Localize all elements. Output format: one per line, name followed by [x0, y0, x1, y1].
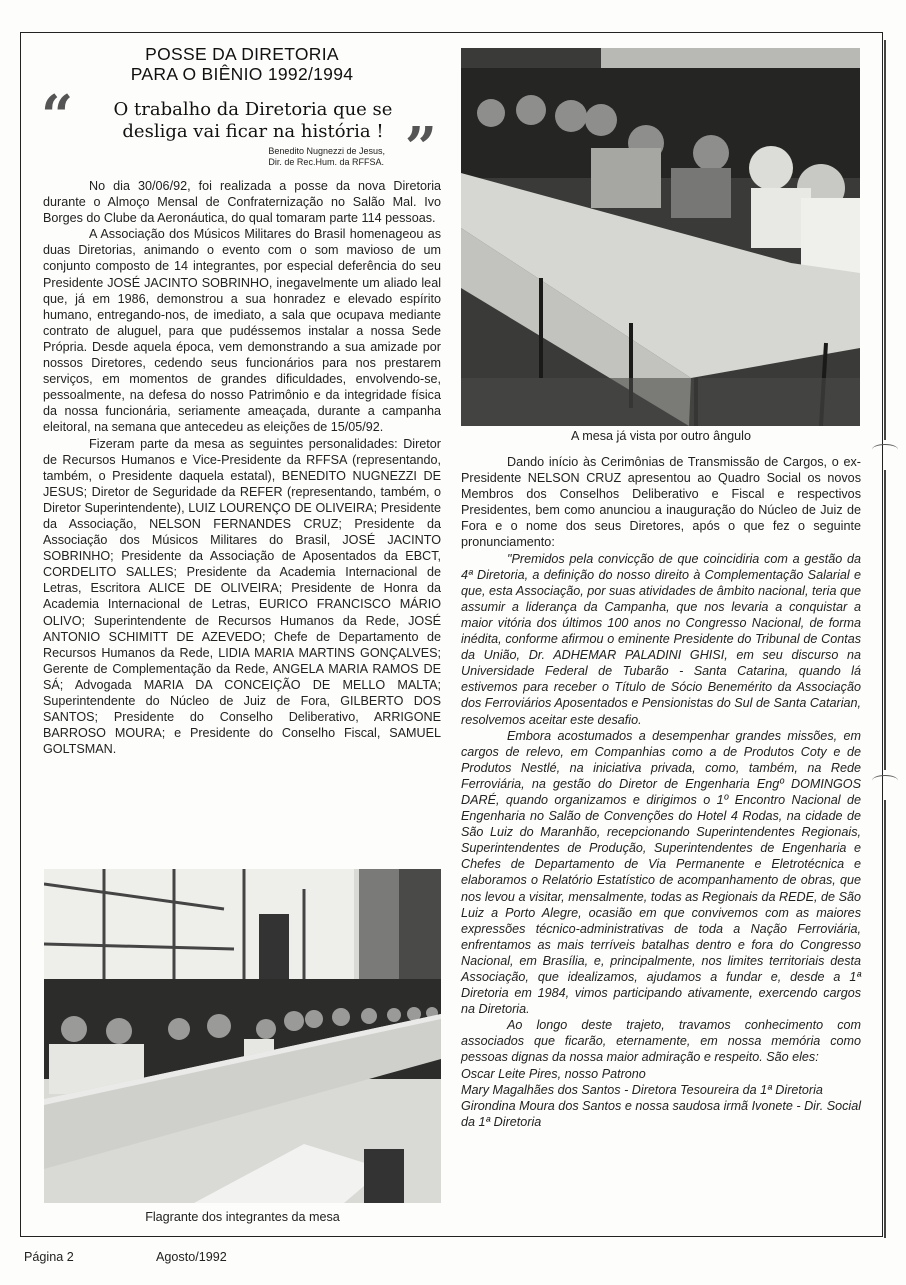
paragraph: Dando início às Cerimônias de Transmissão de Cargos, o ex-Presidente NELSON CRUZ apresentou ao Quadro Social os novos Membros dos Conselhos Deliberativo e Fiscal e respectivos Presidentes, bem como anunciou a inauguração do Núcleo de Juiz de Fora e o nome dos seus Diretores, após o que fez o seguinte pronunciamento: — [461, 455, 861, 550]
pull-quote — [41, 83, 441, 181]
right-column — [461, 48, 861, 1130]
photo-head-table-members — [44, 869, 441, 1203]
photo-caption-bottom-left: Flagrante dos integrantes da mesa — [145, 1210, 340, 1224]
headline — [43, 44, 441, 84]
headline-line-1: POSSE DA DIRETORIA — [145, 44, 339, 64]
close-quote-icon: ” — [404, 115, 437, 181]
photo-head-table-angle — [461, 48, 860, 426]
speech-paragraph: Ao longo deste trajeto, travamos conhecimento com associados que ficarão, eternamente, em nossa memória como pessoas dignas da nossa maior admiração e respeito. São eles: — [461, 1018, 861, 1065]
attribution-name: Benedito Nugnezzi de Jesus, — [268, 146, 385, 156]
margin-rule — [884, 800, 886, 1238]
honoree: Oscar Leite Pires, nosso Patrono — [461, 1066, 646, 1081]
margin-rule — [884, 40, 886, 440]
left-column — [43, 44, 441, 757]
paragraph: Fizeram parte da mesa as seguintes personalidades: Diretor de Recursos Humanos e Vice-Presidente da RFFSA (representando, também, o Presidente daquela estatal), BENEDITO NUGNEZZI DE JESUS; Diretor de Seguridade da REFER (representando, também, o Diretor Superintendente), LUIZ LOURENÇO DE OLIVEIRA; Presidente da Associação, NELSON FERNANDES CRUZ; Presidente da Associação dos Músicos Militares do Brasil, JOSÉ JACINTO SOBRINHO; Presidente da Associação de Aposentados da EBCT, CORDELITO SALLES; Presidente da Academia Internacional de Letras, Escritora ALICE DE OLIVEIRA; Presidente de Honra da Academia Internacional de Letras, EURICO FRANCISCO MÁRIO OLIVO; Superintendente de Recursos Humanos da Rede, JOSÉ ANTONIO SCHIMITT DE AZEVEDO; Chefe de Departamento de Recursos Humanos da Rede, LIDIA MARIA MARTINS GONÇALVES; Gerente de Complementação da Rede, ANGELA MARIA RAMOS DE SÁ; Advogada MARIA DA CONCEIÇÃO DE MELLO MALTA; Superintendente do Núcleo de Juiz de Fora, GILBERTO DOS SANTOS; Presidente do Conselho Deliberativo, ARRIGONE BARROSO MOURA; e Presidente do Conselho Fiscal, SAMUEL GOLTSMAN. — [43, 436, 441, 757]
speech-paragraph: Embora acostumados a desempenhar grandes missões, em cargos de relevo, em Companhias como a de Produtos Coty e de Produtos Nestlé, na iniciativa privada, como, também, na Rede Ferroviária, na gestão do Diretor de Engenharia Engº DOMINGOS DARÉ, quando organizamos e dirigimos o 1º Encontro Nacional de Engenharia no Salão de Convenções do Hotel 4 Rodas, na cidade de São Luiz do Maranhão, recepcionando Superintendentes Regionais, Superintendentes de Produção, Superintendentes de Engenharia e Chefes de Departamento de Via Permanente e Eletrotécnica e elaboramos o Relatório Estatístico de acompanhamento de obras, que nos levou a visitar, mensalmente, todas as Regionais da REDE, de São Luiz a Porto Alegre, ocasião em que convivemos com as maiores expressões técnico-administrativas de toda a Nação Ferroviária, enfrentamos as mais terríveis batalhas dentro e fora do Congresso Nacional, em Brasília, e, principalmente, nos limites territoriais desta Associação, que idealizamos, ajudamos a fundar e, desde a 1ª Diretoria em 1984, vimos participando ativamente, exercendo cargos na Diretoria. — [461, 728, 861, 1017]
page-number: Página 2 — [24, 1250, 74, 1264]
photo-caption-top-right: A mesa já vista por outro ângulo — [571, 429, 751, 443]
attribution-role: Dir. de Rec.Hum. da RFFSA. — [268, 157, 384, 167]
issue-date: Agosto/1992 — [156, 1250, 227, 1264]
speech — [461, 551, 861, 1130]
margin-rule — [884, 470, 886, 770]
paragraph: A Associação dos Músicos Militares do Brasil homenageou as duas Diretorias, animando o evento com o som mavioso de um conjunto composto de 14 integrantes, por especial deferência do seu Presidente JOSÉ JACINTO SOBRINHO, inegavelmente um aliado leal que, já em 1986, demonstrou a sua honradez e elevado espírito humano, entregando-nos, de imediato, a sala que ocupava mediante contrato de aluguel, para que pudéssemos instalar a nossa Sede Própria. Desde aquela época, vem demonstrando a sua amizade por nossos Diretores, cedendo seus funcionários para nos prestarem serviços, em momentos de grandes dificuldades, envolvendo-se, pessoalmente, na defesa do nosso Patrimônio e da integridade física da nossa funcionária, seriamente ameaçada, durante a campanha eleitoral, na semana que antecedeu as eleições de 15/05/92. — [43, 227, 441, 435]
open-quote-icon: “ — [41, 83, 74, 149]
speech-paragraph: "Premidos pela convicção de que coincidiria com a gestão da 4ª Diretoria, a definição do nosso direito à Complementação Salarial e que, esta Associação, por suas atividades de âmbito nacional, teria que assumir a liderança da Campanha, que nos levaria a conquistar a maior vitória dos últimos 100 anos no Congresso Nacional, de forma inédita, conforme afirmou o eminente Presidente do Tribunal de Contas da União, Dr. ADHEMAR PALADINI GHISI, em seu discurso na Universidade Federal de Tubarão - Santa Catarina, quando lá estivemos para receber o Título de Sócio Benemérito da Associação dos Ferroviários Aposentados e Pensionistas do Sul de Santa Catarian, resolvemos aceitar este desafio. — [461, 551, 861, 727]
headline-line-2: PARA O BIÊNIO 1992/1994 — [130, 64, 354, 84]
left-body — [43, 178, 441, 757]
pull-quote-attribution — [268, 146, 385, 168]
pull-quote-text: O trabalho da Diretoria que se desliga vai ficar na história ! — [113, 99, 393, 142]
margin-curl-mark — [872, 775, 898, 786]
right-body — [461, 454, 861, 1130]
photo-image — [44, 869, 441, 1203]
paragraph: No dia 30/06/92, foi realizada a posse da nova Diretoria durante o Almoço Mensal de Confraternização no Salão Mal. Ivo Borges do Clube da Aeronáutica, do qual tomaram parte 114 pessoas. — [43, 179, 441, 226]
photo-image — [461, 48, 860, 426]
honoree: Mary Magalhães dos Santos - Diretora Tesoureira da 1ª Diretoria — [461, 1082, 823, 1097]
margin-curl-mark — [872, 444, 898, 455]
honoree: Girondina Moura dos Santos e nossa saudosa irmã Ivonete - Dir. Social da 1ª Diretoria — [461, 1098, 861, 1129]
